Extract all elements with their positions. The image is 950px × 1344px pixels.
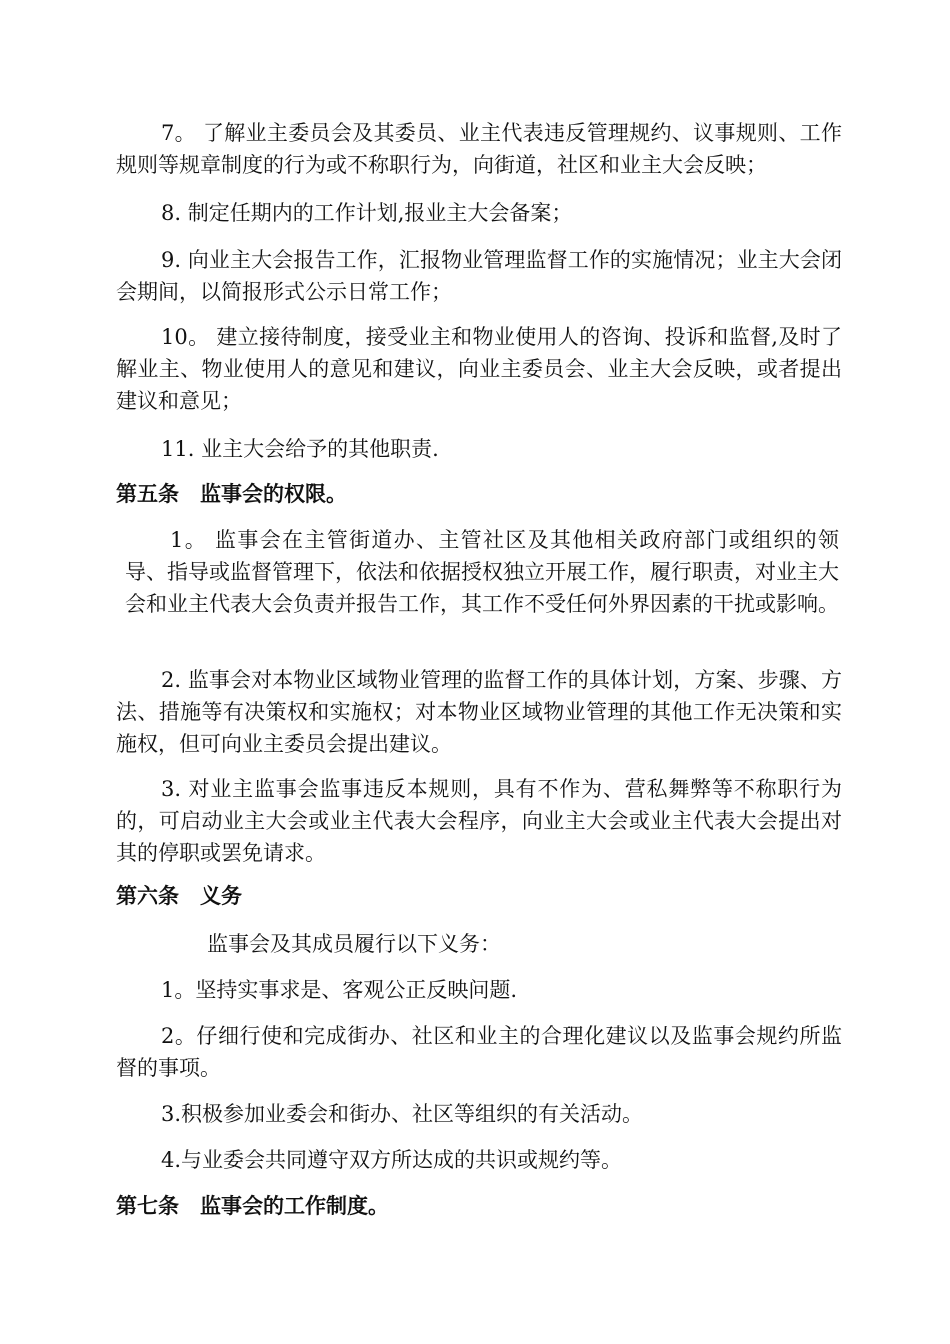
duty-item-8: 8. 制定任期内的工作计划,报业主大会备案； xyxy=(161,201,573,225)
authority-item-3: 3. 对业主监事会监事违反本规则，具有不作为、营私舞弊等不称职行为的，可启动业主大会或业主代表大会程序，向业主大会或业主代表大会提出对其的停职或罢免请求。 xyxy=(116,777,842,865)
obligations-intro: 监事会及其成员履行以下义务： xyxy=(207,932,501,956)
obligation-item-3: 3.积极参加业委会和街办、社区等组织的有关活动。 xyxy=(161,1102,644,1126)
duty-item-7: 7。 了解业主委员会及其委员、业主代表违反管理规约、议事规则、工作规则等规章制度的行为或不称职行为，向街道，社区和业主大会反映； xyxy=(116,121,842,177)
authority-item-2: 2. 监事会对本物业区域物业管理的监督工作的具体计划，方案、步骤、方法、措施等有决策权和实施权；对本物业区域物业管理的其他工作无决策和实施权，但可向业主委员会提出建议。 xyxy=(116,668,842,756)
section-5-heading: 第五条 监事会的权限。 xyxy=(116,481,347,506)
authority-item-1: 1。 监事会在主管街道办、主管社区及其他相关政府部门或组织的领导、指导或监督管理下，依法和依据授权独立开展工作，履行职责，对业主大会和业主代表大会负责并报告工作，其工作不受任何外界因素的干扰或影响。 xyxy=(125,528,839,616)
duty-item-9: 9. 向业主大会报告工作，汇报物业管理监督工作的实施情况；业主大会闭会期间，以简报形式公示日常工作； xyxy=(116,248,842,304)
section-6-heading: 第六条 义务 xyxy=(116,883,242,908)
obligation-item-4: 4.与业委会共同遵守双方所达成的共识或规约等。 xyxy=(161,1148,623,1172)
duty-item-10: 10。 建立接待制度，接受业主和物业使用人的咨询、投诉和监督,及时了解业主、物业使用人的意见和建议，向业主委员会、业主大会反映，或者提出建议和意见； xyxy=(116,325,842,413)
section-7-heading: 第七条 监事会的工作制度。 xyxy=(116,1193,389,1218)
duty-item-11: 11. 业主大会给予的其他职责. xyxy=(161,437,439,461)
obligation-item-2: 2。仔细行使和完成街办、社区和业主的合理化建议以及监事会规约所监督的事项。 xyxy=(116,1024,842,1080)
obligation-item-1: 1。坚持实事求是、客观公正反映问题. xyxy=(161,978,518,1002)
